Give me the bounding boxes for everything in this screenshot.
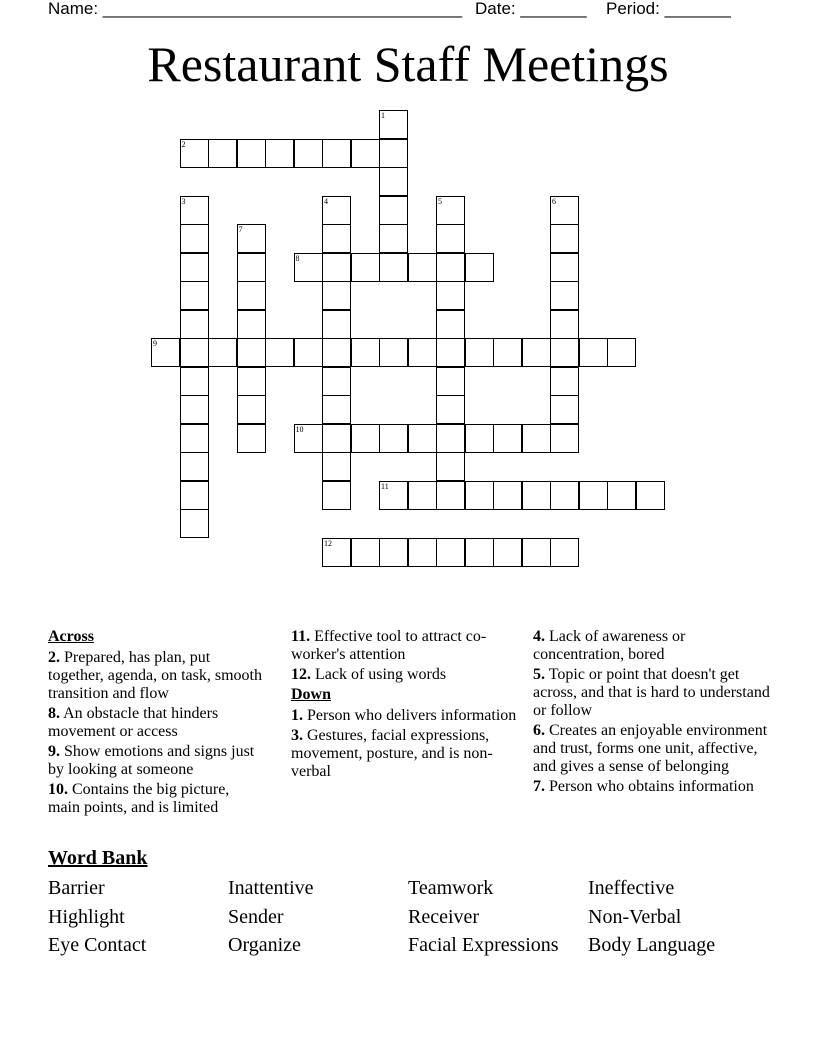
- word-bank-item: Receiver: [408, 905, 480, 928]
- clue-number: 1: [381, 111, 385, 120]
- grid-cell[interactable]: [436, 338, 465, 367]
- grid-cell[interactable]: [237, 367, 266, 396]
- clue-number: 11: [381, 481, 389, 491]
- clue-across-8: 8. An obstacle that hinders movement or access: [48, 705, 219, 740]
- clue-number: 9: [153, 339, 157, 348]
- grid-cell[interactable]: [436, 281, 465, 310]
- grid-cell[interactable]: [237, 139, 266, 168]
- grid-cell[interactable]: [180, 481, 209, 510]
- clue-number: 12: [324, 538, 332, 548]
- grid-cell[interactable]: [550, 367, 579, 396]
- grid-cell[interactable]: [265, 338, 294, 367]
- grid-cell[interactable]: [550, 538, 579, 567]
- grid-cell[interactable]: [322, 424, 351, 453]
- grid-cell[interactable]: [550, 281, 579, 310]
- grid-cell[interactable]: [322, 367, 351, 396]
- grid-cell[interactable]: [379, 253, 408, 282]
- clue-column-3: [533, 628, 773, 798]
- clue-down-7: 7. Person who obtains information: [533, 778, 754, 795]
- word-bank-item: Barrier: [48, 877, 105, 899]
- grid-cell[interactable]: [436, 538, 465, 567]
- clue-down-1: 1. Person who delivers information: [291, 707, 517, 724]
- clue-across-10: 10. Contains the big picture, main points, and is limited: [48, 781, 230, 816]
- grid-cell[interactable]: [408, 253, 437, 282]
- clue-across-11: 11. Effective tool to attract co-worker's attention: [291, 628, 487, 663]
- grid-cell[interactable]: [408, 338, 437, 367]
- grid-cell[interactable]: [322, 139, 351, 168]
- clue-down-4: 4. Lack of awareness or concentration, bored: [533, 628, 686, 663]
- grid-cell[interactable]: [379, 538, 408, 567]
- grid-cell[interactable]: [607, 338, 636, 367]
- grid-cell[interactable]: [180, 253, 209, 282]
- grid-cell[interactable]: [436, 452, 465, 481]
- down-heading: Down: [291, 686, 332, 703]
- clue-number: 2: [181, 139, 186, 149]
- grid-cell[interactable]: [294, 338, 323, 367]
- grid-cell[interactable]: [208, 338, 237, 367]
- period-field[interactable]: Period: _______: [606, 0, 731, 18]
- clue-down-5: 5. Topic or point that doesn't get across, and that is hard to understand or follow: [533, 666, 770, 719]
- word-bank-item: Facial Expressions: [408, 934, 559, 956]
- grid-cell[interactable]: [436, 424, 465, 453]
- grid-cell[interactable]: [322, 224, 351, 253]
- grid-cell[interactable]: [522, 481, 551, 510]
- grid-cell[interactable]: [436, 395, 465, 424]
- grid-cell[interactable]: [379, 338, 408, 367]
- grid-cell[interactable]: [180, 509, 209, 538]
- grid-cell[interactable]: [180, 338, 209, 367]
- word-bank-item: Inattentive: [228, 877, 314, 899]
- word-bank-item: Eye Contact: [48, 934, 147, 956]
- grid-cell[interactable]: [351, 538, 380, 567]
- word-bank-item: Teamwork: [408, 877, 494, 899]
- grid-cell[interactable]: [493, 338, 522, 367]
- grid-cell[interactable]: [379, 139, 408, 168]
- grid-cell[interactable]: [180, 281, 209, 310]
- date-field[interactable]: Date: _______: [475, 0, 587, 18]
- word-bank-item: Sender: [228, 905, 284, 928]
- across-heading: Across: [48, 628, 94, 645]
- grid-cell[interactable]: [379, 424, 408, 453]
- grid-cell[interactable]: [550, 338, 579, 367]
- name-field[interactable]: Name: ______________________________________: [48, 0, 463, 18]
- grid-cell[interactable]: [237, 253, 266, 282]
- grid-cell[interactable]: [607, 481, 636, 510]
- page-title: Restaurant Staff Meetings: [147, 36, 669, 92]
- grid-cell[interactable]: [322, 481, 351, 510]
- grid-cell[interactable]: [379, 224, 408, 253]
- grid-cell[interactable]: [465, 253, 494, 282]
- grid-cell[interactable]: [180, 452, 209, 481]
- grid-cell[interactable]: [436, 367, 465, 396]
- clue-column-1: [48, 628, 263, 819]
- grid-cell[interactable]: [322, 338, 351, 367]
- grid-cell[interactable]: [237, 338, 266, 367]
- grid-cell[interactable]: [351, 139, 380, 168]
- word-bank-item: Highlight: [48, 905, 125, 928]
- grid-cell[interactable]: [465, 538, 494, 567]
- clue-number: 8: [295, 253, 300, 263]
- grid-cell[interactable]: [180, 310, 209, 339]
- grid-cell[interactable]: [379, 167, 408, 196]
- grid-cell[interactable]: [636, 481, 665, 510]
- grid-cell[interactable]: [493, 424, 522, 453]
- grid-cell[interactable]: [550, 224, 579, 253]
- grid-cell[interactable]: [436, 481, 465, 510]
- grid-cell[interactable]: [351, 338, 380, 367]
- grid-cell[interactable]: [237, 310, 266, 339]
- grid-cell[interactable]: [493, 538, 522, 567]
- clue-across-9: 9. Show emotions and signs just by looking at someone: [48, 743, 255, 778]
- grid-cell[interactable]: [550, 395, 579, 424]
- grid-cell[interactable]: [550, 253, 579, 282]
- clue-number: 6: [552, 196, 556, 206]
- grid-cell[interactable]: [579, 481, 608, 510]
- grid-cell[interactable]: [436, 224, 465, 253]
- grid-cell[interactable]: [436, 310, 465, 339]
- grid-cell[interactable]: [465, 424, 494, 453]
- grid-cell[interactable]: [550, 424, 579, 453]
- grid-cell[interactable]: [237, 395, 266, 424]
- grid-cell[interactable]: [322, 452, 351, 481]
- grid-cell[interactable]: [379, 196, 408, 225]
- grid-cell[interactable]: [180, 224, 209, 253]
- grid-cell[interactable]: [408, 538, 437, 567]
- grid-cell[interactable]: [550, 481, 579, 510]
- grid-cell[interactable]: [237, 424, 266, 453]
- grid-cell[interactable]: [351, 253, 380, 282]
- grid-cell[interactable]: [408, 481, 437, 510]
- clue-column-2: [291, 628, 529, 783]
- grid-cell[interactable]: [265, 139, 294, 168]
- grid-cell[interactable]: [465, 481, 494, 510]
- clue-number: 5: [438, 196, 442, 206]
- word-bank-item: Non-Verbal: [588, 905, 682, 928]
- clue-across-2: 2. Prepared, has plan, put together, agenda, on task, smooth transition and flow: [48, 649, 262, 702]
- grid-cell[interactable]: [522, 538, 551, 567]
- grid-cell[interactable]: [322, 281, 351, 310]
- clue-number: 10: [295, 424, 304, 434]
- clue-down-3: 3. Gestures, facial expressions, movement, posture, and is non-verbal: [291, 727, 493, 780]
- grid-cell[interactable]: [351, 424, 380, 453]
- grid-cell[interactable]: [522, 338, 551, 367]
- grid-cell[interactable]: [322, 253, 351, 282]
- clue-number: 3: [181, 196, 186, 206]
- grid-cell[interactable]: [322, 310, 351, 339]
- word-bank-item: Organize: [228, 934, 301, 956]
- word-bank-title: Word Bank: [48, 847, 148, 869]
- grid-cell[interactable]: [208, 139, 237, 168]
- word-bank-item: Body Language: [588, 934, 716, 956]
- clue-down-6: 6. Creates an enjoyable environment and trust, forms one unit, affective, and gives a sense of belonging: [533, 722, 768, 775]
- grid-cell[interactable]: [550, 310, 579, 339]
- grid-cell[interactable]: [322, 395, 351, 424]
- clue-number: 7: [238, 225, 243, 234]
- clue-number: 4: [324, 196, 328, 206]
- grid-cell[interactable]: [180, 367, 209, 396]
- grid-cell[interactable]: [579, 338, 608, 367]
- grid-cell[interactable]: [180, 395, 209, 424]
- grid-cell[interactable]: [180, 424, 209, 453]
- grid-cell[interactable]: [436, 253, 465, 282]
- grid-cell[interactable]: [237, 281, 266, 310]
- clue-across-12: 12. Lack of using words: [291, 666, 447, 683]
- word-bank-item: Ineffective: [588, 877, 675, 899]
- grid-cell[interactable]: [522, 424, 551, 453]
- grid-cell[interactable]: [408, 424, 437, 453]
- grid-cell[interactable]: [465, 338, 494, 367]
- grid-cell[interactable]: [294, 139, 323, 168]
- grid-cell[interactable]: [493, 481, 522, 510]
